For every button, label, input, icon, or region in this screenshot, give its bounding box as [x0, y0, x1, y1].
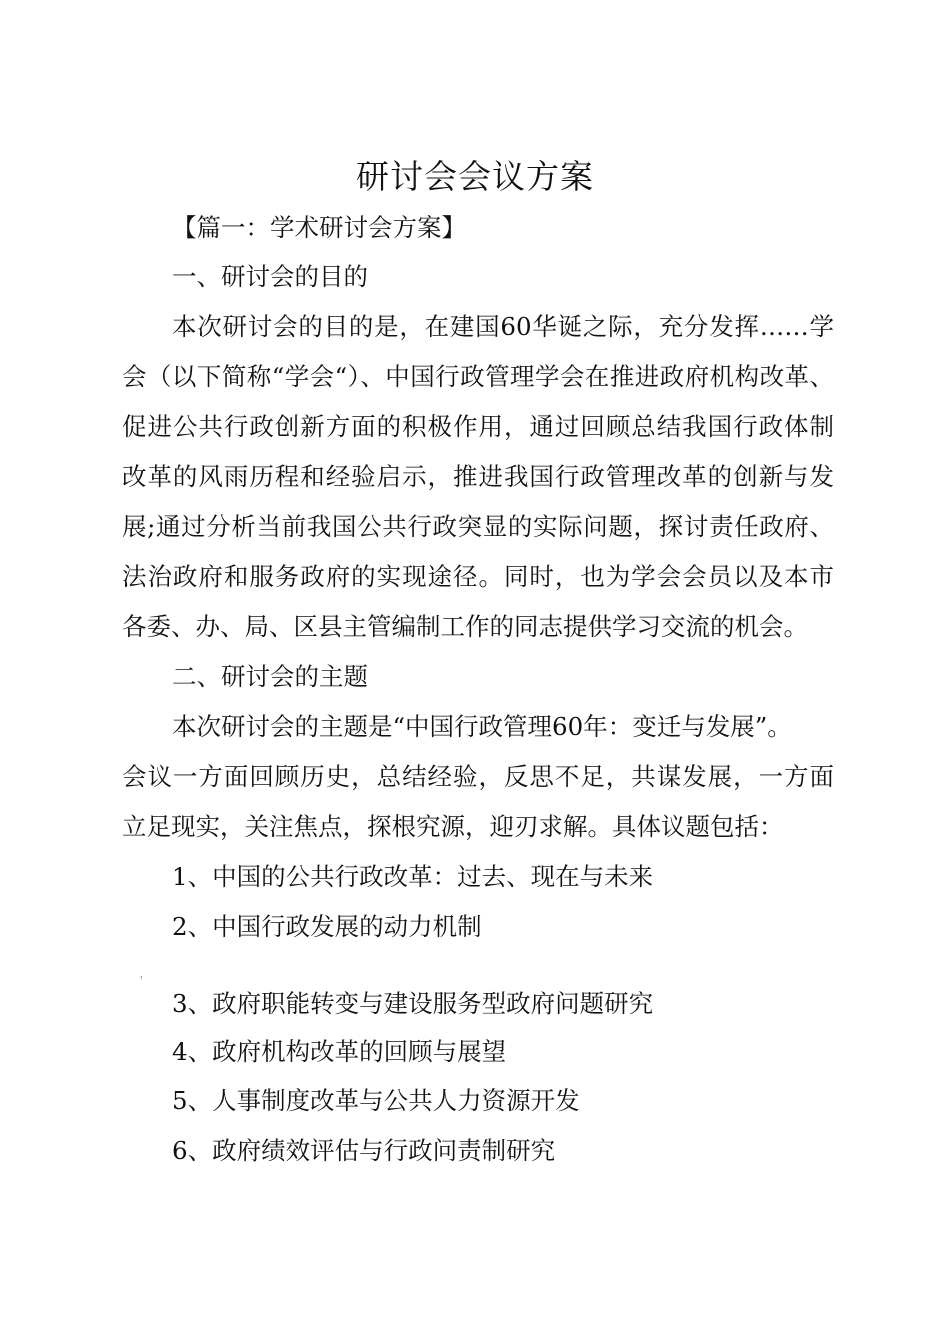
- topic-item: 2、中国行政发展的动力机制: [172, 912, 482, 941]
- topic-item: 1、中国的公共行政改革：过去、现在与未来: [172, 862, 654, 891]
- section2-heading: 二、研讨会的主题: [172, 662, 368, 691]
- section2-line: 本次研讨会的主题是“中国行政管理60年：变迁与发展”。: [172, 712, 792, 741]
- topic-item: 4、政府机构改革的回顾与展望: [172, 1037, 507, 1066]
- section1-line: 会（以下简称“学会“）、中国行政管理学会在推进政府机构改革、: [122, 362, 834, 391]
- topic-item: 6、政府绩效评估与行政问责制研究: [172, 1136, 556, 1165]
- document-subtitle: 【篇一：学术研讨会方案】: [172, 213, 466, 242]
- topic-item: 3、政府职能转变与建设服务型政府问题研究: [172, 989, 654, 1018]
- section1-line: 改革的风雨历程和经验启示，推进我国行政管理改革的创新与发: [122, 462, 834, 491]
- stray-mark: ': [140, 976, 143, 986]
- section2-line: 会议一方面回顾历史，总结经验，反思不足，共谋发展，一方面: [122, 762, 834, 791]
- section1-line: 各委、办、局、区县主管编制工作的同志提供学习交流的机会。: [122, 612, 808, 641]
- section1-line: 促进公共行政创新方面的积极作用，通过回顾总结我国行政体制: [122, 412, 834, 441]
- section1-line: 本次研讨会的目的是，在建国60华诞之际，充分发挥……学: [172, 312, 834, 341]
- document-title: 研讨会会议方案: [356, 157, 594, 196]
- topic-item: 5、人事制度改革与公共人力资源开发: [172, 1086, 580, 1115]
- section1-line: 法治政府和服务政府的实现途径。同时，也为学会会员以及本市: [122, 562, 834, 591]
- section1-line: 展;通过分析当前我国公共行政突显的实际问题，探讨责任政府、: [122, 512, 834, 541]
- section1-heading: 一、研讨会的目的: [172, 262, 368, 291]
- section2-line: 立足现实，关注焦点，探根究源，迎刃求解。具体议题包括：: [122, 812, 784, 841]
